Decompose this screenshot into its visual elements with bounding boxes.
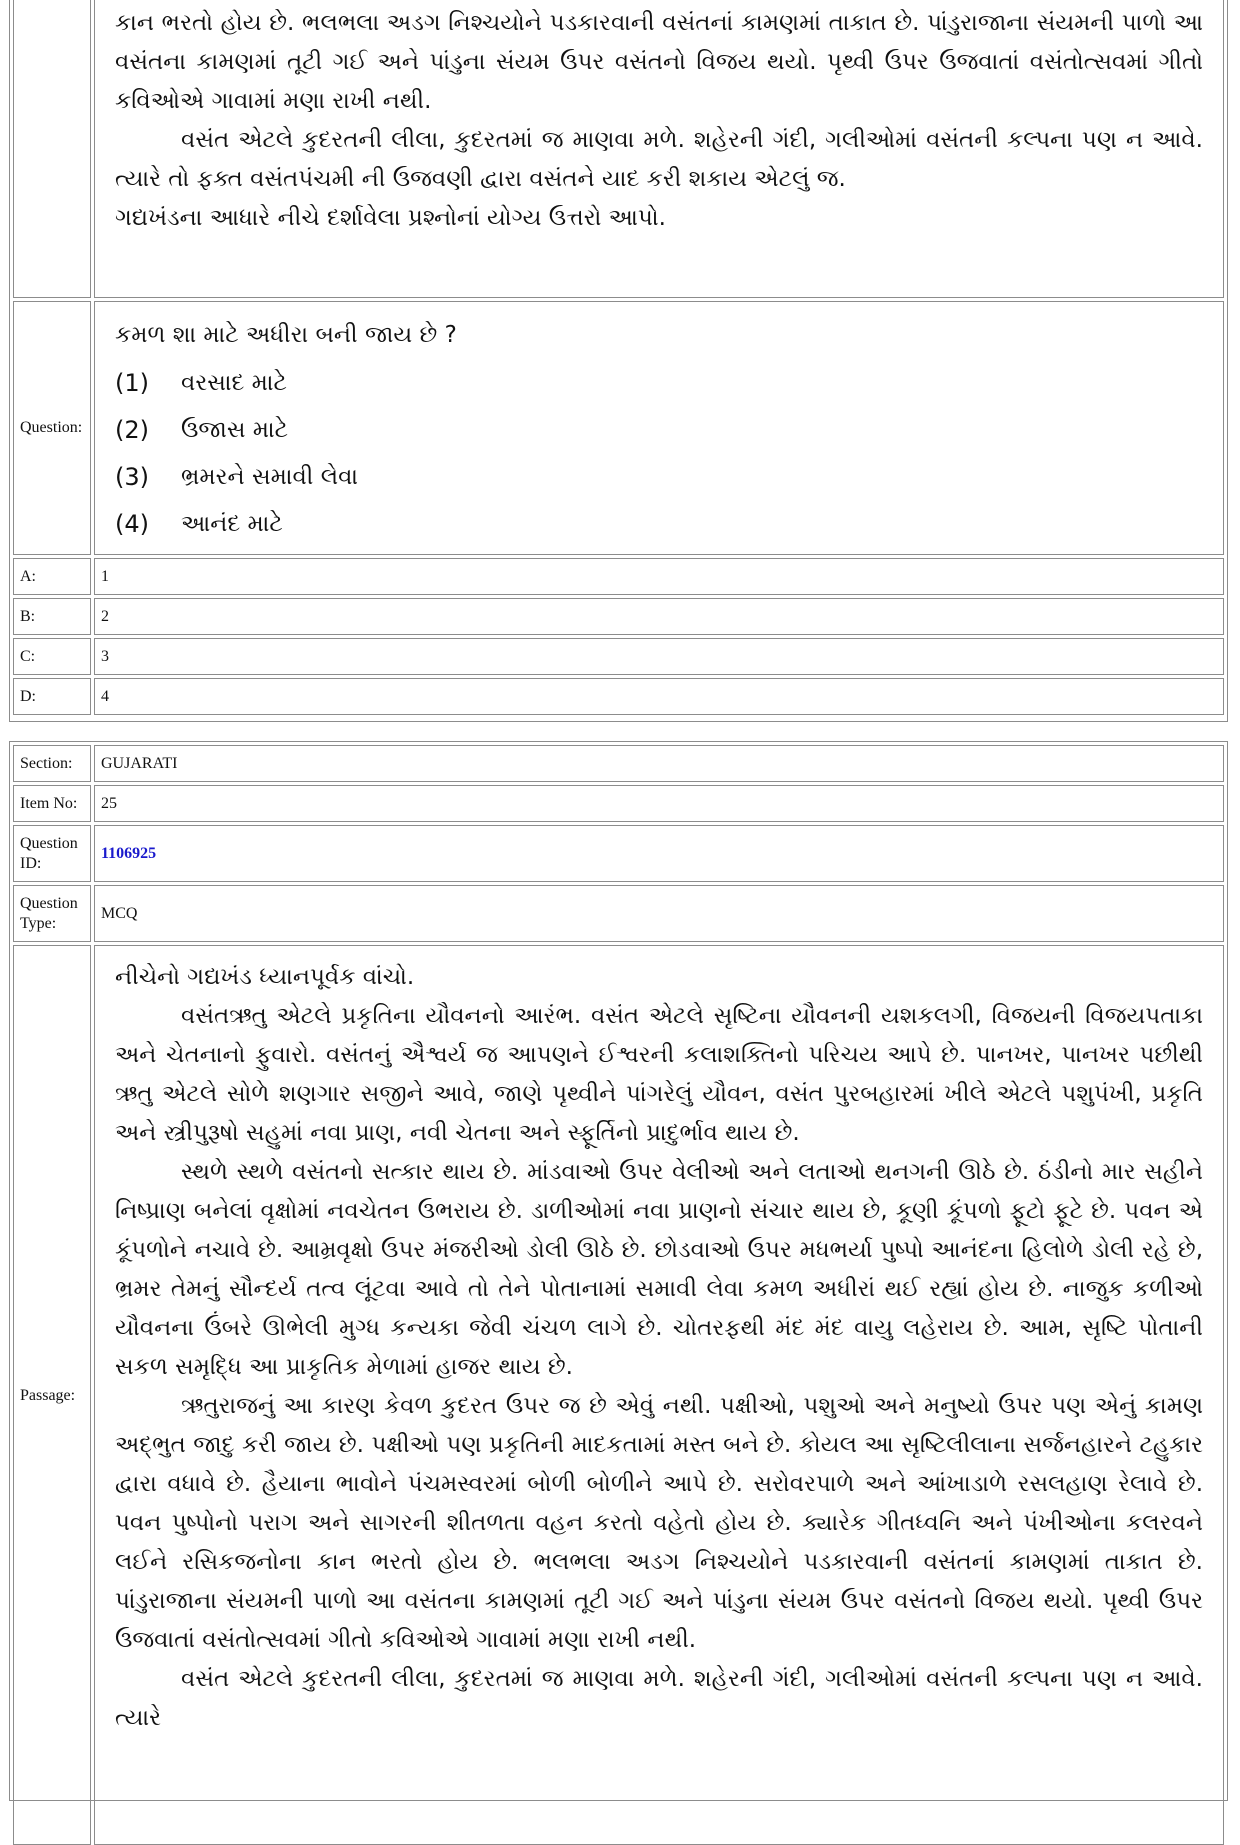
answer-value-a: 1: [94, 558, 1224, 595]
question-id-cell: [94, 825, 1224, 882]
question-stem: કમળ શા માટે અધીરા બની જાય છે ?: [115, 321, 457, 348]
passage-label: [13, 0, 91, 298]
question-card-previous: [9, 0, 1228, 722]
option-3: [115, 454, 1203, 501]
option-1: [115, 360, 1203, 407]
answer-label-b: B:: [13, 598, 91, 635]
passage-row: [13, 945, 1224, 1845]
passage-label: Passage:: [13, 945, 91, 1845]
option-number: (2): [115, 416, 149, 444]
question-id-value: 1106925: [101, 844, 157, 862]
question-card: [9, 741, 1228, 1801]
item-no-row: [13, 785, 1224, 822]
passage-paragraph: વસંત એટલે કુદરતની લીલા, કુદરતમાં જ માણવા મળે. શહેરની ગંદી, ગલીઓમાં વસંતની કલ્પના પણ ન આવે. ત્યારે: [115, 1666, 1203, 1731]
passage-paragraph: વસંતઋતુ એટલે પ્રકૃતિના યૌવનનો આરંભ. વસંત એટલે સૃષ્ટિના યૌવનની યશકલગી, વિજયની વિજયપતાકા અને ચેતનાનો ફુવારો. વસંતનું ઐશ્વર્ય જ આપણને ઈશ્વરની કલાશક્તિનો પરિચય આપે છે. પાનખર, પાનખર પછીથી ઋતુ એટલે સોળે શણગાર સજીને આવે, જાણે પૃથ્વીને પાંગરેલું યૌવન, વસંત પુરબહારમાં ખીલે એટલે પશુપંખી, પ્રકૃતિ અને સ્ત્રીપુરૂષો સહુમાં નવા પ્રાણ, નવી ચેતના અને સ્ફૂર્તિનો પ્રાદુર્ભાવ થાય છે.: [115, 1003, 1203, 1146]
section-label: Section:: [13, 745, 91, 782]
passage-content: [94, 0, 1224, 298]
option-4: [115, 501, 1203, 548]
answer-label-d: D:: [13, 678, 91, 715]
question-type-value: MCQ: [94, 885, 1224, 942]
passage-paragraph: વસંત એટલે કુદરતની લીલા, કુદરતમાં જ માણવા મળે. શહેરની ગંદી, ગલીઓમાં વસંતની કલ્પના પણ ન આવે. ત્યારે તો ફક્ત વસંતપંચમી ની ઉજવણી દ્વારા વસંતને યાદ કરી શકાય એટલું જ.: [115, 127, 1203, 192]
option-text: ભ્રમરને સમાવી લેવા: [181, 464, 359, 490]
question-content: [94, 301, 1224, 555]
passage-paragraph: સ્થળે સ્થળે વસંતનો સત્કાર થાય છે. માંડવાઓ ઉપર વેલીઓ અને લતાઓ થનગની ઊઠે છે. ઠંડીનો માર સહીને નિષ્પ્રાણ બનેલાં વૃક્ષોમાં નવચેતન ઉભરાય છે. ડાળીઓમાં નવા પ્રાણનો સંચાર થાય છે, કૂણી કૂંપળો ફૂટો ફૂટે છે. પવન એ કૂંપળોને નચાવે છે. આમ્રવૃક્ષો ઉપર મંજરીઓ ડોલી ઊઠે છે. છોડવાઓ ઉપર મધભર્યા પુષ્પો આનંદના હિલોળે ડોલી રહે છે, ભ્રમર તેમનું સૌન્દર્ય તત્વ લૂંટવા આવે તો તેને પોતાનામાં સમાવી લેવા કમળ અધીરાં થઈ રહ્યાં હોય છે. નાજુક કળીઓ યૌવનના ઉંબરે ઊભેલી મુગ્ધ કન્યકા જેવી ચંચળ લાગે છે. ચોતરફથી મંદ મંદ વાયુ લહેરાય છે. આમ, સૃષ્ટિ પોતાની સકળ સમૃદ્ધિ આ પ્રાકૃતિક મેળામાં હાજર થાય છે.: [115, 1159, 1203, 1380]
answer-row-d: [13, 678, 1224, 715]
passage-paragraph: ઋતુરાજનું આ કારણ કેવળ કુદરત ઉપર જ છે એવું નથી. પક્ષીઓ, પશુઓ અને મનુષ્યો ઉપર પણ એનું કામણ અદ્ભુત જાદુ કરી જાય છે. પક્ષીઓ પણ પ્રકૃતિની માદકતામાં મસ્ત બને છે. કોયલ આ સૃષ્ટિલીલાના સર્જનહારને ટહુકાર દ્વારા વધાવે છે. હૈયાના ભાવોને પંચમસ્વરમાં બોળી બોળીને આપે છે. સરોવરપાળે અને આંખાડાળે રસલહાણ રેલાવે છે. પવન પુષ્પોનો પરાગ અને સાગરની શીતળતા વહન કરતો વહેતો હોય છે. ક્યારેક ગીતધ્વનિ અને પંખીઓના કલરવને લઈને રસિકજનોના કાન ભરતો હોય છે. ભલભલા અડગ નિશ્ચયોને પડકારવાની વસંતનાં કામણમાં તાકાત છે. પાંડુરાજાના સંયમની પાળો આ વસંતના કામણમાં તૂટી ગઈ અને પાંડુના સંયમ ઉપર વસંતનો વિજય થયો. પૃથ્વી ઉપર ઉજવાતાં વસંતોત્સવમાં ગીતો કવિઓએ ગાવામાં મણા રાખી નથી.: [115, 1393, 1203, 1653]
question-id-label: Question ID:: [13, 825, 91, 882]
answer-row-b: [13, 598, 1224, 635]
item-no-value: 25: [94, 785, 1224, 822]
question-type-label: Question Type:: [13, 885, 91, 942]
answer-row-c: [13, 638, 1224, 675]
option-number: (4): [115, 510, 149, 538]
section-row: [13, 745, 1224, 782]
item-no-label: Item No:: [13, 785, 91, 822]
answer-label-c: C:: [13, 638, 91, 675]
passage-paragraph: કાન ભરતો હોય છે. ભલભલા અડગ નિશ્ચયોને પડકારવાની વસંતનાં કામણમાં તાકાત છે. પાંડુરાજાના સંયમની પાળો આ વસંતના કામણમાં તૂટી ગઈ અને પાંડુના સંયમ ઉપર વસંતનો વિજય થયો. પૃથ્વી ઉપર ઉજવાતાં વસંતોત્સવમાં ગીતો કવિઓએ ગાવામાં મણા રાખી નથી.: [115, 10, 1203, 114]
passage-row: [13, 0, 1224, 298]
answer-value-b: 2: [94, 598, 1224, 635]
section-value: GUJARATI: [94, 745, 1224, 782]
answer-row-a: [13, 558, 1224, 595]
answer-label-a: A:: [13, 558, 91, 595]
answer-value-c: 3: [94, 638, 1224, 675]
question-row: [13, 301, 1224, 555]
option-text: વરસાદ માટે: [181, 370, 287, 396]
option-2: [115, 407, 1203, 454]
option-text: આનંદ માટે: [181, 511, 283, 537]
passage-instruction: ગદ્યખંડના આધારે નીચે દર્શાવેલા પ્રશ્નોનાં યોગ્ય ઉત્તરો આપો.: [115, 205, 666, 231]
question-type-row: [13, 885, 1224, 942]
passage-intro: નીચેનો ગદ્યખંડ ધ્યાનપૂર્વક વાંચો.: [115, 964, 415, 990]
passage-content: [94, 945, 1224, 1845]
question-id-row: [13, 825, 1224, 882]
option-number: (3): [115, 463, 149, 491]
option-number: (1): [115, 369, 149, 397]
answer-value-d: 4: [94, 678, 1224, 715]
question-label: Question:: [13, 301, 91, 555]
option-text: ઉજાસ માટે: [181, 417, 289, 443]
